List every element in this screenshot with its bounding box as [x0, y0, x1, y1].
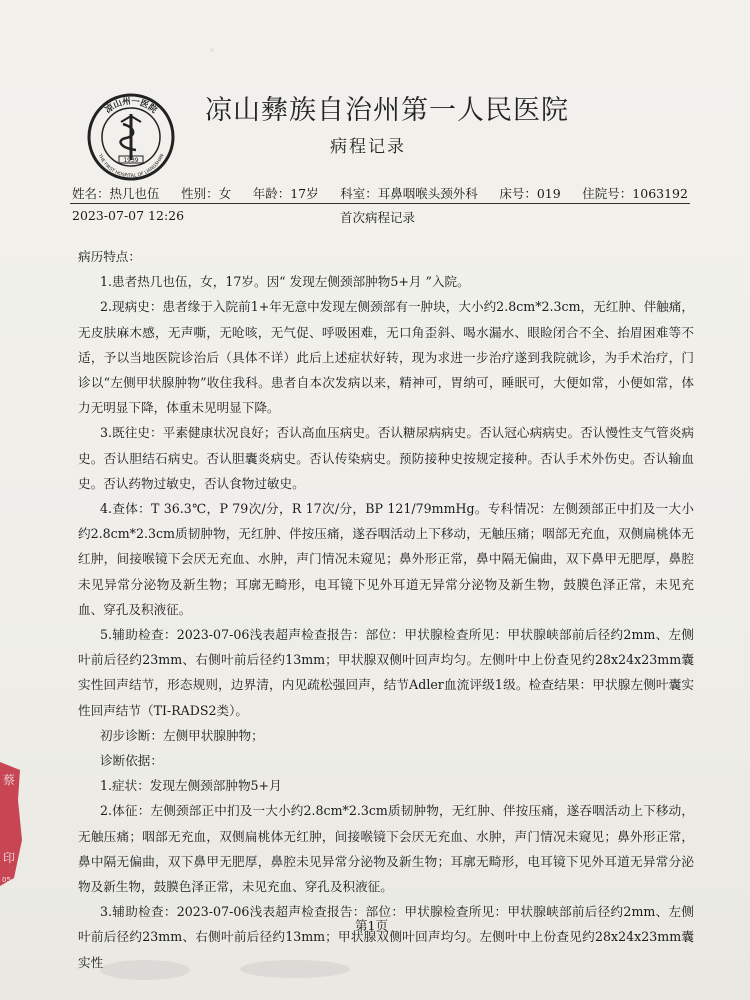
- patient-age-field: [253, 184, 319, 202]
- record-type-title: 病程记录: [330, 137, 406, 157]
- section-past-history: 3.既往史：平素健康状况良好；否认高血压病史。否认糖尿病病史。否认冠心病病史。否认慢性支气管炎病史。否认胆结石病史。否认胆囊炎病史。否认传染病史。预防接种史按规定接种。否认手术外伤史。否认输血史。否认药物过敏史，否认食物过敏史。: [78, 425, 694, 491]
- diagnosis-basis-title: 诊断依据：: [100, 753, 163, 769]
- gender-label: 性别：: [181, 186, 219, 201]
- basis-auxiliary: 3.辅助检查：2023-07-06浅表超声检查报告：部位：甲状腺检查所见：甲状腺峡部前后径约2mm、左侧叶前后径约23mm、右侧叶前后径约13mm；甲状腺双侧叶回声均匀。左侧叶中上份查见约28x24x23mm囊实性: [78, 904, 694, 970]
- logo-arc-top: 凉山州一医院: [103, 96, 159, 116]
- red-seal-stamp: [0, 760, 22, 888]
- stamp-char-2: 印: [3, 851, 16, 865]
- patient-dept-field: [340, 184, 478, 202]
- patient-dept: 耳鼻咽喉头颈外科: [377, 186, 478, 201]
- patient-admission-field: [582, 184, 688, 202]
- section-physical-exam: 4.查体：T 36.3℃，P 79次/分，R 17次/分，BP 121/79mmHg。专科情况：左侧颈部正中扪及一大小约2.8cm*2.3cm质韧肿物，无红肿、伴按压痛，遂吞咽活动上下移动，无触压痛；咽部无充血，双侧扁桃体无红肿，间接喉镜下会厌无充血、水肿，声门情况未窥见；鼻外形正常，鼻中隔无偏曲，双下鼻甲无肥厚，鼻腔未见异常分泌物及新生物；耳廓无畸形，电耳镜下见外耳道无异常分泌物及新生物，鼓膜色泽正常，未见充血、穿孔及积液征。: [78, 501, 694, 617]
- logo-arc-bottom: THE FIRST HOSPITAL OF LIANGSHAN: [96, 153, 166, 180]
- logo-year: 1939: [123, 157, 139, 164]
- record-body: [78, 244, 694, 975]
- patient-gender: 女: [218, 186, 232, 201]
- patient-info-row: [72, 184, 688, 205]
- features-title: 病历特点：: [78, 249, 141, 264]
- section-auxiliary-exam: 5.辅助检查：2023-07-06浅表超声检查报告：部位：甲状腺检查所见：甲状腺峡部前后径约2mm、左侧叶前后径约23mm、右侧叶前后径约13mm；甲状腺双侧叶回声均匀。左侧叶中上份查见约28x24x23mm囊实性回声结节，形态规则，边界清，内见疏松强回声，结节Adler血流评级1级。检查结果：甲状腺左侧叶囊实性回声结节（TI-RADS2类）。: [78, 627, 694, 718]
- bed-label: 床号：: [499, 186, 537, 201]
- page-number: 第1页: [355, 918, 388, 933]
- patient-name-field: [72, 184, 160, 202]
- basis-symptom: 1.症状：发现左侧颈部肿物5+月: [100, 778, 282, 794]
- stamp-char-1: 蔡: [3, 773, 16, 787]
- stamp-char-3: 05: [2, 876, 11, 884]
- hospital-logo-icon: [86, 92, 176, 182]
- patient-bed-field: [499, 184, 560, 202]
- record-datetime: 2023-07-07 12:26: [72, 208, 185, 223]
- initial-diagnosis: 初步诊断：左侧甲状腺肿物；: [100, 727, 264, 743]
- record-title: 首次病程记录: [340, 210, 416, 225]
- scan-speck: [210, 48, 214, 52]
- section-chief-complaint: 1.患者热几也伍，女，17岁。因“ 发现左侧颈部肿物5+月 ”入院。: [100, 274, 470, 290]
- basis-signs: 2.体征：左侧颈部正中扪及一大小约2.8cm*2.3cm质韧肿物，无红肿、伴按压痛，遂吞咽活动上下移动，无触压痛；咽部无充血，双侧扁桃体无红肿，间接喉镜下会厌无充血、水肿，声门情况未窥见；鼻外形正常，鼻中隔无偏曲，双下鼻甲无肥厚，鼻腔未见异常分泌物及新生物；耳廓无畸形，电耳镜下见外耳道无异常分泌物及新生物，鼓膜色泽正常，未见充血、穿孔及积液征。: [78, 803, 694, 895]
- age-label: 年龄：: [252, 186, 291, 201]
- admission-number: 1063192: [632, 186, 688, 201]
- patient-bed: 019: [536, 186, 561, 201]
- admission-label: 住院号：: [582, 186, 633, 201]
- patient-name: 热几也伍: [109, 186, 160, 201]
- section-present-illness: 2.现病史：患者缘于入院前1+年无意中发现左侧颈部有一肿块，大小约2.8cm*2.3cm，无红肿、伴触痛，无皮肤麻木感，无声嘶，无呛咳，无气促、呼吸困难，无口角歪斜、喝水漏水、眼睑闭合不全、抬眉困难等不适，予以当地医院诊治后（具体不详）此后上述症状好转，现为求进一步治疗遂到我院就诊，为手术治疗，门诊以“左侧甲状腺肿物”收住我科。患者自本次发病以来，精神可，胃纳可，睡眠可，大便如常，小便如常，体力无明显下降，体重未见明显下降。: [78, 299, 694, 416]
- hospital-name: 凉山彝族自治州第一人民医院: [205, 95, 569, 126]
- patient-gender-field: [181, 184, 231, 202]
- header-divider: [70, 203, 690, 204]
- dept-label: 科室：: [340, 186, 378, 201]
- patient-age: 17岁: [290, 186, 319, 201]
- name-label: 姓名：: [72, 186, 110, 201]
